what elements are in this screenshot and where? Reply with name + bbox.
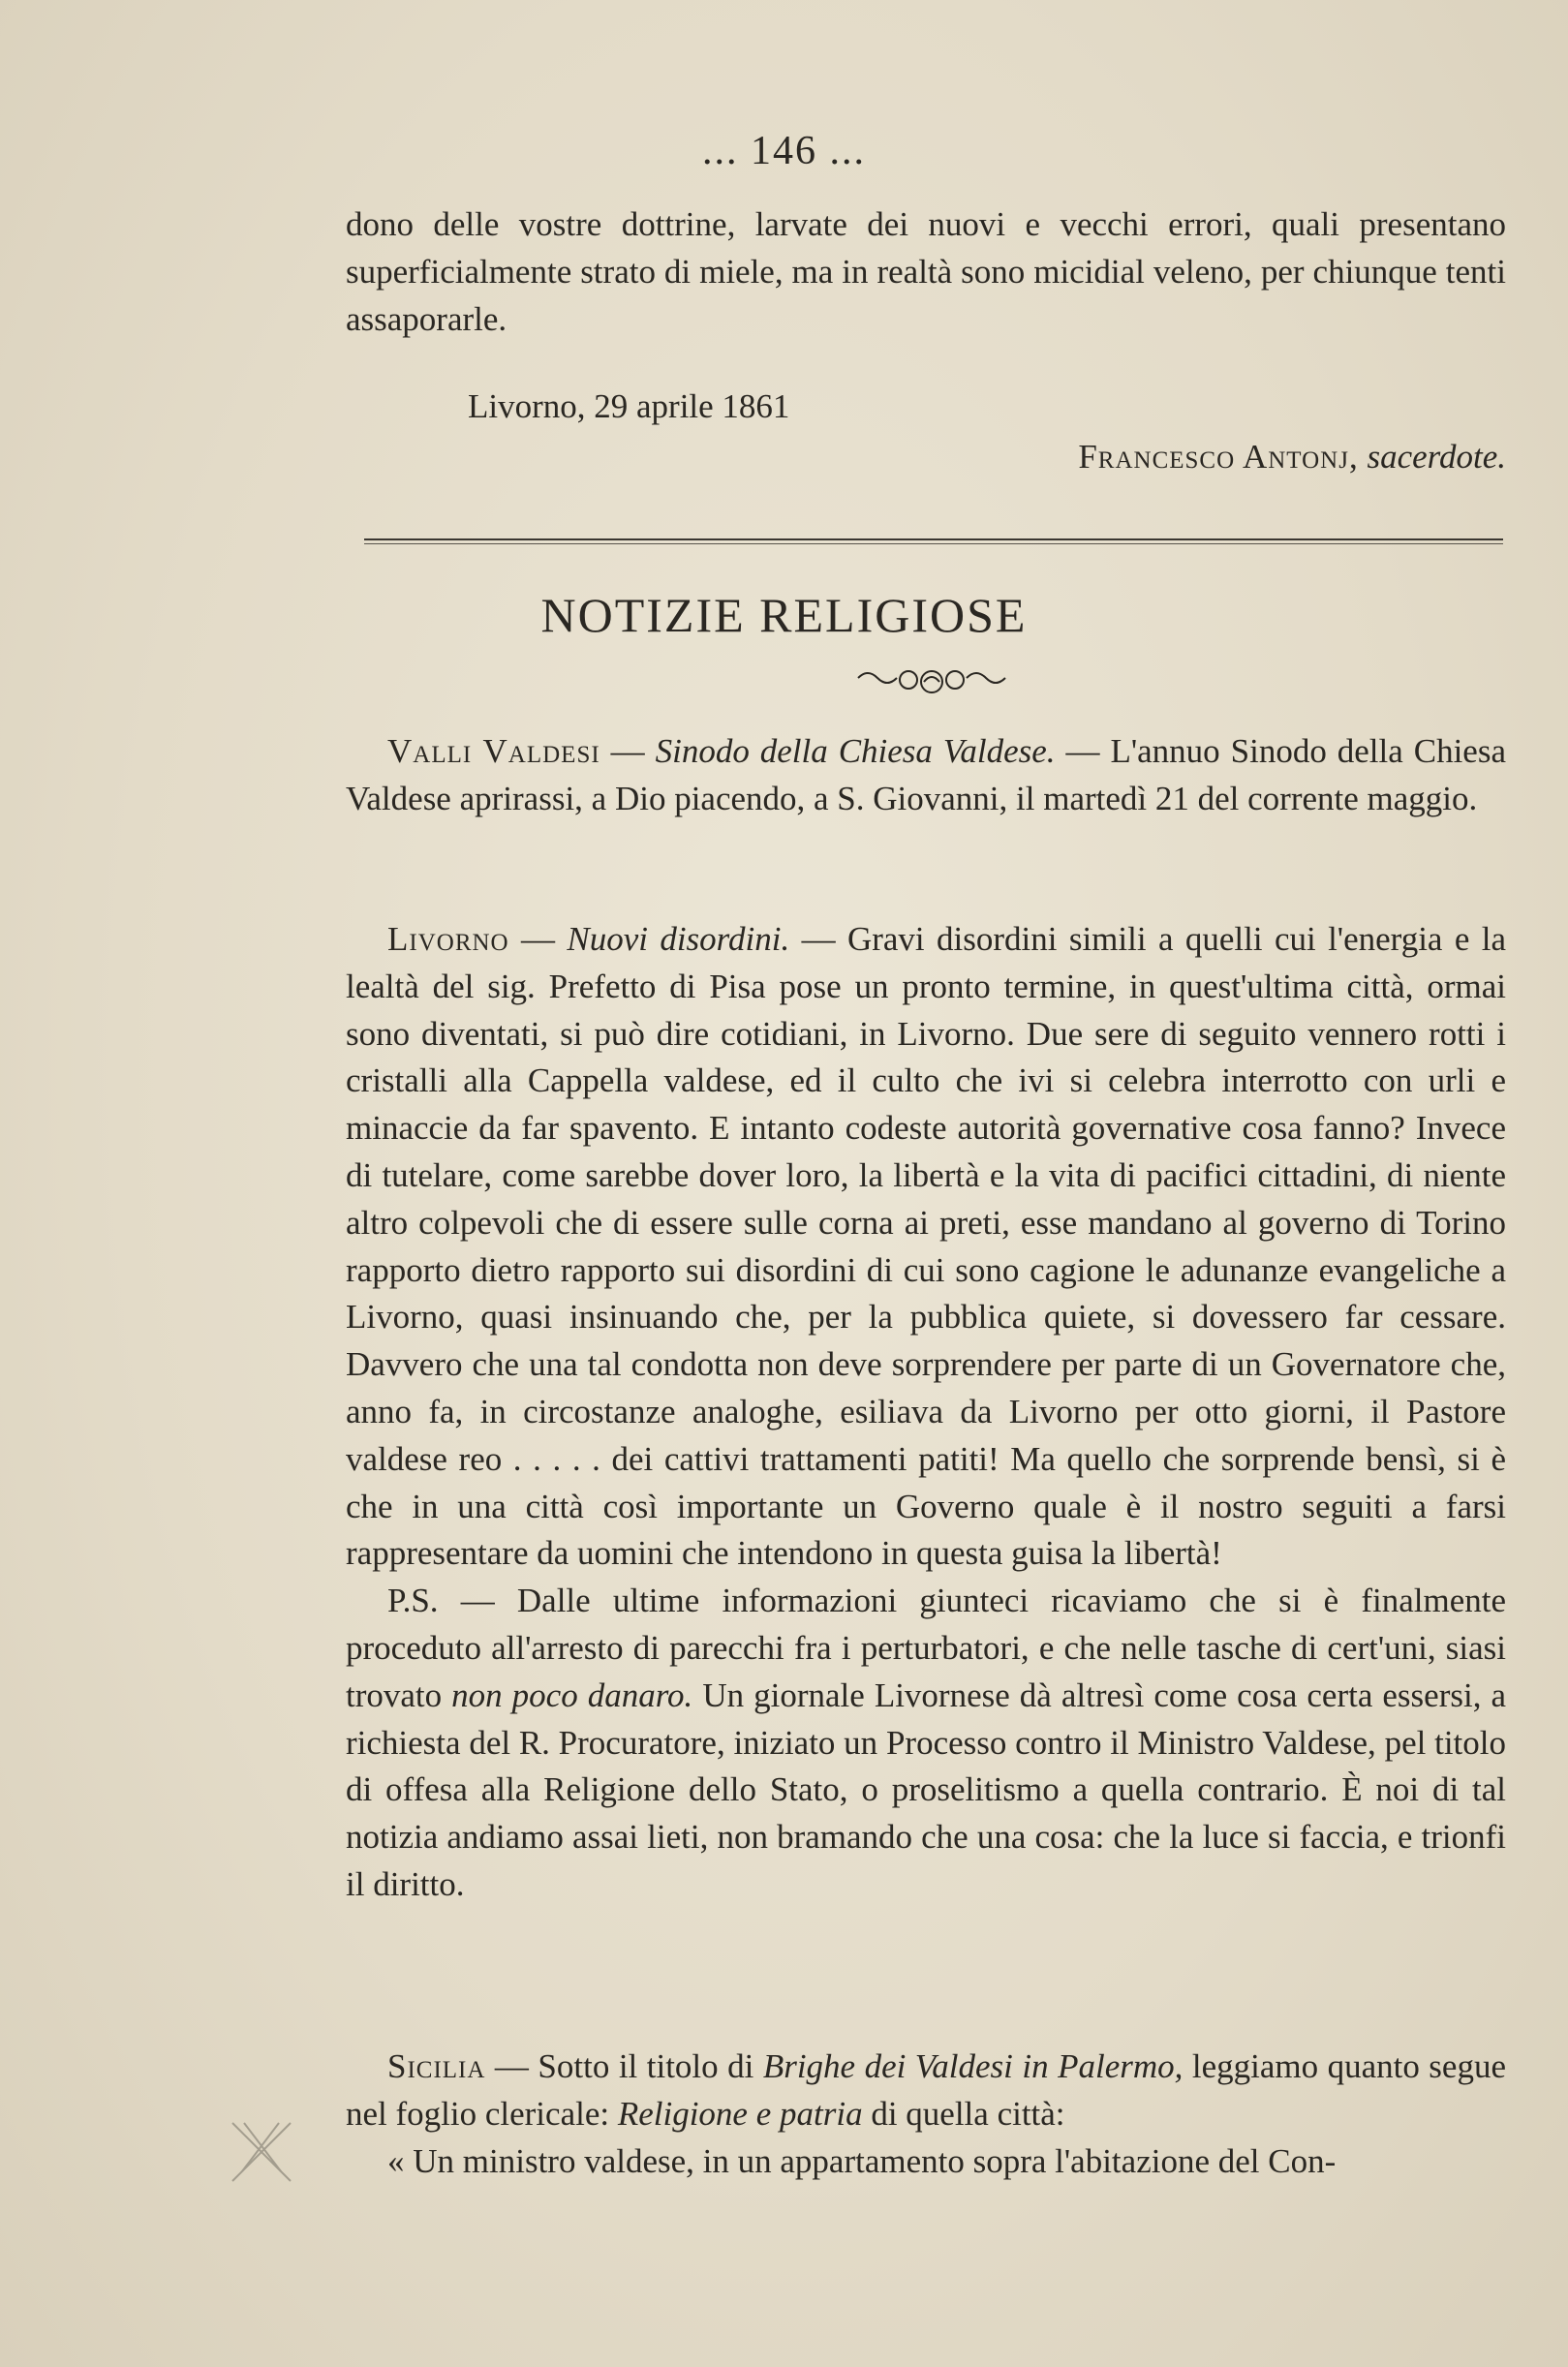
news-italic-title: Brighe dei Valdesi in Palermo, <box>762 2047 1184 2085</box>
news-place: Livorno <box>387 920 509 958</box>
news-paragraph <box>346 728 1506 823</box>
news-paragraph <box>346 916 1506 1578</box>
section-divider <box>364 538 1503 540</box>
news-body: Gravi disordini simili a quelli cui l'energia e la lealtà del sig. Prefetto di Pisa pose un pronto termine, in quest'ultima città, ormai sono diventati, si può dire cotidiani, in Livorno. Due sere di seguito vennero rotti i cristalli alla Cappella valdese, ed il culto che ivi si celebra interrotto con urli e minaccie da far spavento. E intanto codeste autorità governative cosa fanno? Invece di tutelare, come sarebbe dover loro, la libertà e la vita di pacifici cittadini, di niente altro colpevoli che di essere sulle corna ai preti, esse mandano al governo di Torino rapporto dietro rapporto sui disordini di cui sono cagione le adunanze evangeliche a Livorno, quasi insinuando che, per la pubblica quiete, si dovessero far cessare. Davvero che una tal condotta non deve sorprendere per parte di un Governatore che, anno fa, in circostanze analoghe, esiliava da Livorno per otto giorni, il Pastore valdese reo . . . . . dei cattivi trattamenti patiti! Ma quello che sorprende bensì, si è che in una città così importante un Governo quale è il nostro seguiti a farsi rappresentare da uomini che intendono in questa guisa la libertà! <box>346 920 1506 1573</box>
intro-text: dono delle vostre dottrine, larvate dei nuovi e vecchi errori, quali presentano superficialmente strato di miele, ma in realtà sono micidial veleno, per chiunque tenti assaporarle. <box>346 205 1506 338</box>
news-quote: « Un ministro valdese, in un appartamento sopra l'abitazione del Con- <box>387 2141 1337 2180</box>
date-line: Livorno, 29 aprile 1861 <box>468 387 790 425</box>
signature-name: Francesco Antonj, <box>1078 438 1359 476</box>
page-number: ... 146 ... <box>702 129 866 173</box>
library-stamp-icon <box>223 2113 300 2191</box>
news-body: di quella città: <box>862 2094 1065 2133</box>
news-separator: — <box>1055 732 1111 770</box>
news-sicilia <box>346 2044 1506 2185</box>
news-place: Valli Valdesi <box>387 732 600 770</box>
news-valli-valdesi <box>346 728 1506 823</box>
news-body: L'annuo Sinodo della Chiesa Valdese aprirassi, a Dio piacendo, a S. Giovanni, il martedì 21 del corrente maggio. <box>346 732 1506 817</box>
news-headline: Nuovi disordini. <box>567 920 790 958</box>
decorative-ornament-icon <box>854 661 1009 699</box>
postscript-text: Un giornale Livornese dà altresì come cosa certa essersi, a richiesta del R. Procuratore, iniziato un Processo contro il Ministro Valdese, pel titolo di offesa alla Religione dello Stato, o proselitismo a quella contrario. È noi di tal notizia andiamo assai lieti, non bramando che una cosa: che la luce si faccia, e trionfi il diritto. <box>346 1675 1507 1903</box>
news-livorno <box>346 916 1506 1909</box>
news-separator: — <box>600 732 656 770</box>
newspaper-name: Religione e patria <box>617 2094 863 2133</box>
news-body: Sotto il titolo di <box>538 2047 763 2085</box>
signature-title: sacerdote. <box>1367 438 1506 476</box>
news-separator: — <box>485 2047 538 2085</box>
signature <box>1078 438 1506 476</box>
postscript-emphasis: non poco danaro. <box>451 1675 693 1714</box>
postscript-text: P.S. — Dalle ultime informazioni giunteci ricaviamo che si è finalmente proceduto all'arresto di parecchi fra i perturbatori, e che nelle tasche di cert'uni, siasi trovato <box>346 1582 1506 1714</box>
news-separator: — <box>508 920 568 958</box>
news-postscript <box>346 1578 1506 1909</box>
section-title: NOTIZIE RELIGIOSE <box>540 588 1028 642</box>
news-place: Sicilia <box>387 2047 486 2085</box>
section-divider-thin <box>364 543 1503 544</box>
news-body: leggiamo quanto segue nel foglio clericale: <box>346 2047 1507 2133</box>
news-separator: — <box>789 920 847 958</box>
news-paragraph <box>346 2044 1506 2138</box>
news-headline: Sinodo della Chiesa Valdese. <box>655 732 1056 770</box>
intro-paragraph <box>346 201 1506 343</box>
